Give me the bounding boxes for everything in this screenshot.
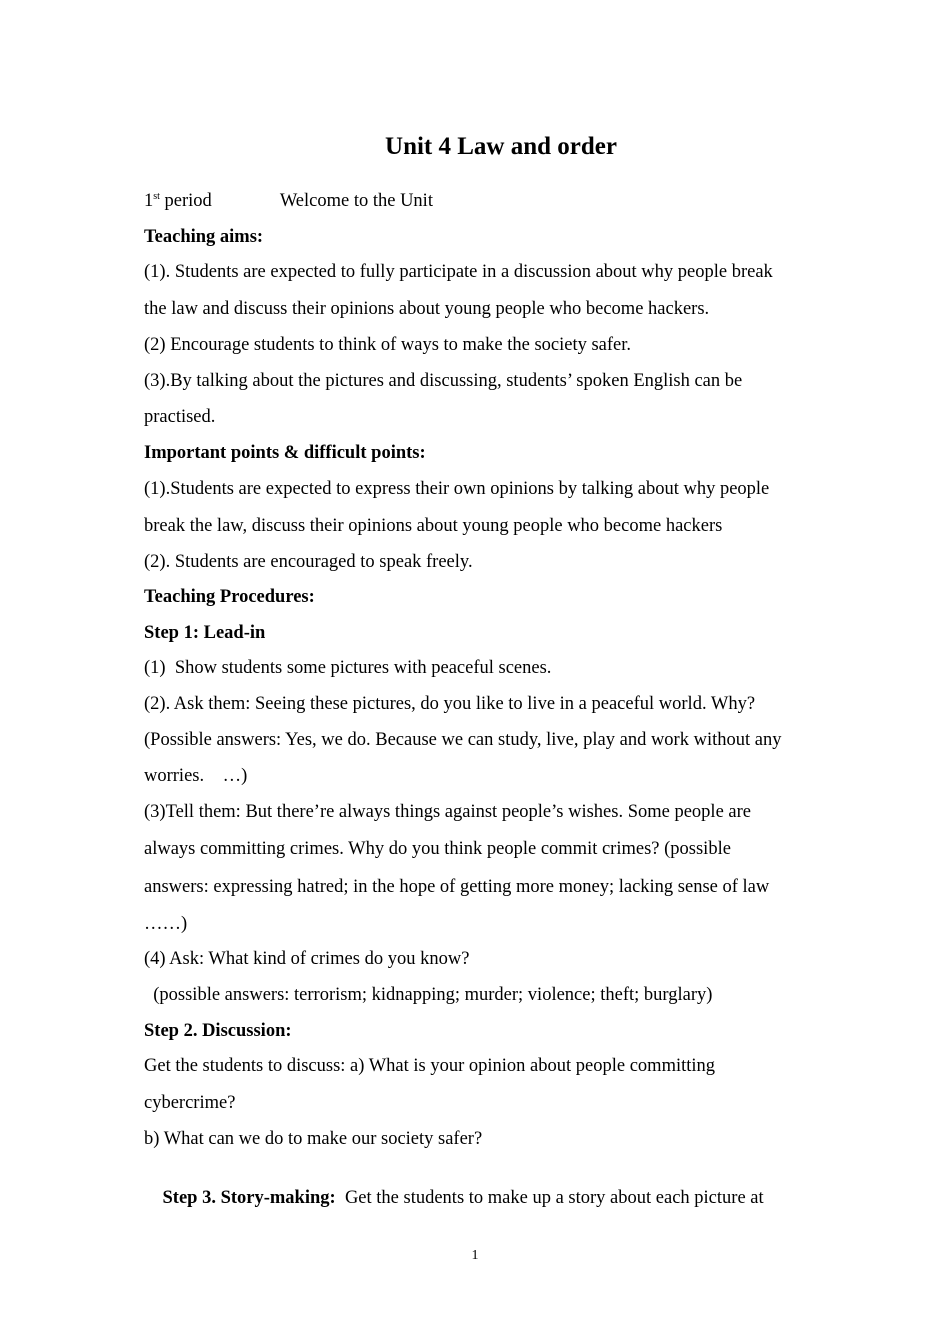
text-line: Important points & difficult points: [144, 443, 426, 463]
page-title: Unit 4 Law and order [385, 133, 617, 160]
text-line: cybercrime? [144, 1093, 236, 1113]
text-line: (3).By talking about the pictures and discussing, students’ spoken English can be [144, 371, 743, 391]
text-line: (Possible answers: Yes, we do. Because we can study, live, play and work without any [144, 730, 782, 750]
text-line: worries. …) [144, 766, 248, 786]
text-line: (1). Students are expected to fully participate in a discussion about why people break [144, 262, 773, 282]
period-ordinal: st [153, 191, 160, 202]
period-topic: Welcome to the Unit [279, 191, 433, 211]
text-line: (2). Ask them: Seeing these pictures, do you like to live in a peaceful world. Why? [144, 694, 756, 714]
text-line: the law and discuss their opinions about young people who become hackers. [144, 299, 710, 319]
period-word: period [164, 191, 212, 211]
text-line: (1) Show students some pictures with peaceful scenes. [144, 658, 552, 678]
step3-label: Step 3. Story-making: [162, 1188, 336, 1208]
text-line: Teaching Procedures: [144, 587, 315, 607]
text-line: practised. [144, 407, 216, 427]
text-line: (possible answers: terrorism; kidnapping; murder; violence; theft; burglary) [144, 985, 713, 1005]
text-line: (1).Students are expected to express their own opinions by talking about why people [144, 479, 770, 499]
text-line: (4) Ask: What kind of crimes do you know? [144, 949, 470, 969]
text-line: Step 1: Lead-in [144, 623, 266, 643]
step3-line [144, 1162, 764, 1234]
text-line: (3)Tell them: But there’re always things against people’s wishes. Some people are [144, 802, 751, 822]
period-number: 1 [144, 191, 154, 211]
text-line: answers: expressing hatred; in the hope of getting more money; lacking sense of law [144, 877, 770, 897]
page-number: 1 [471, 1248, 479, 1263]
text-line: (2) Encourage students to think of ways to make the society safer. [144, 335, 632, 355]
text-line: ……) [144, 914, 188, 934]
text-line: break the law, discuss their opinions about young people who become hackers [144, 516, 723, 536]
step3-text: Get the students to make up a story about each picture at [335, 1188, 764, 1208]
text-line: Step 2. Discussion: [144, 1021, 292, 1041]
text-line: always committing crimes. Why do you think people commit crimes? (possible [144, 839, 731, 859]
text-line: Get the students to discuss: a) What is your opinion about people committing [144, 1056, 716, 1076]
period-line [144, 189, 433, 213]
text-line: Teaching aims: [144, 227, 264, 247]
text-line: b) What can we do to make our society safer? [144, 1129, 483, 1149]
text-line: (2). Students are encouraged to speak freely. [144, 552, 473, 572]
